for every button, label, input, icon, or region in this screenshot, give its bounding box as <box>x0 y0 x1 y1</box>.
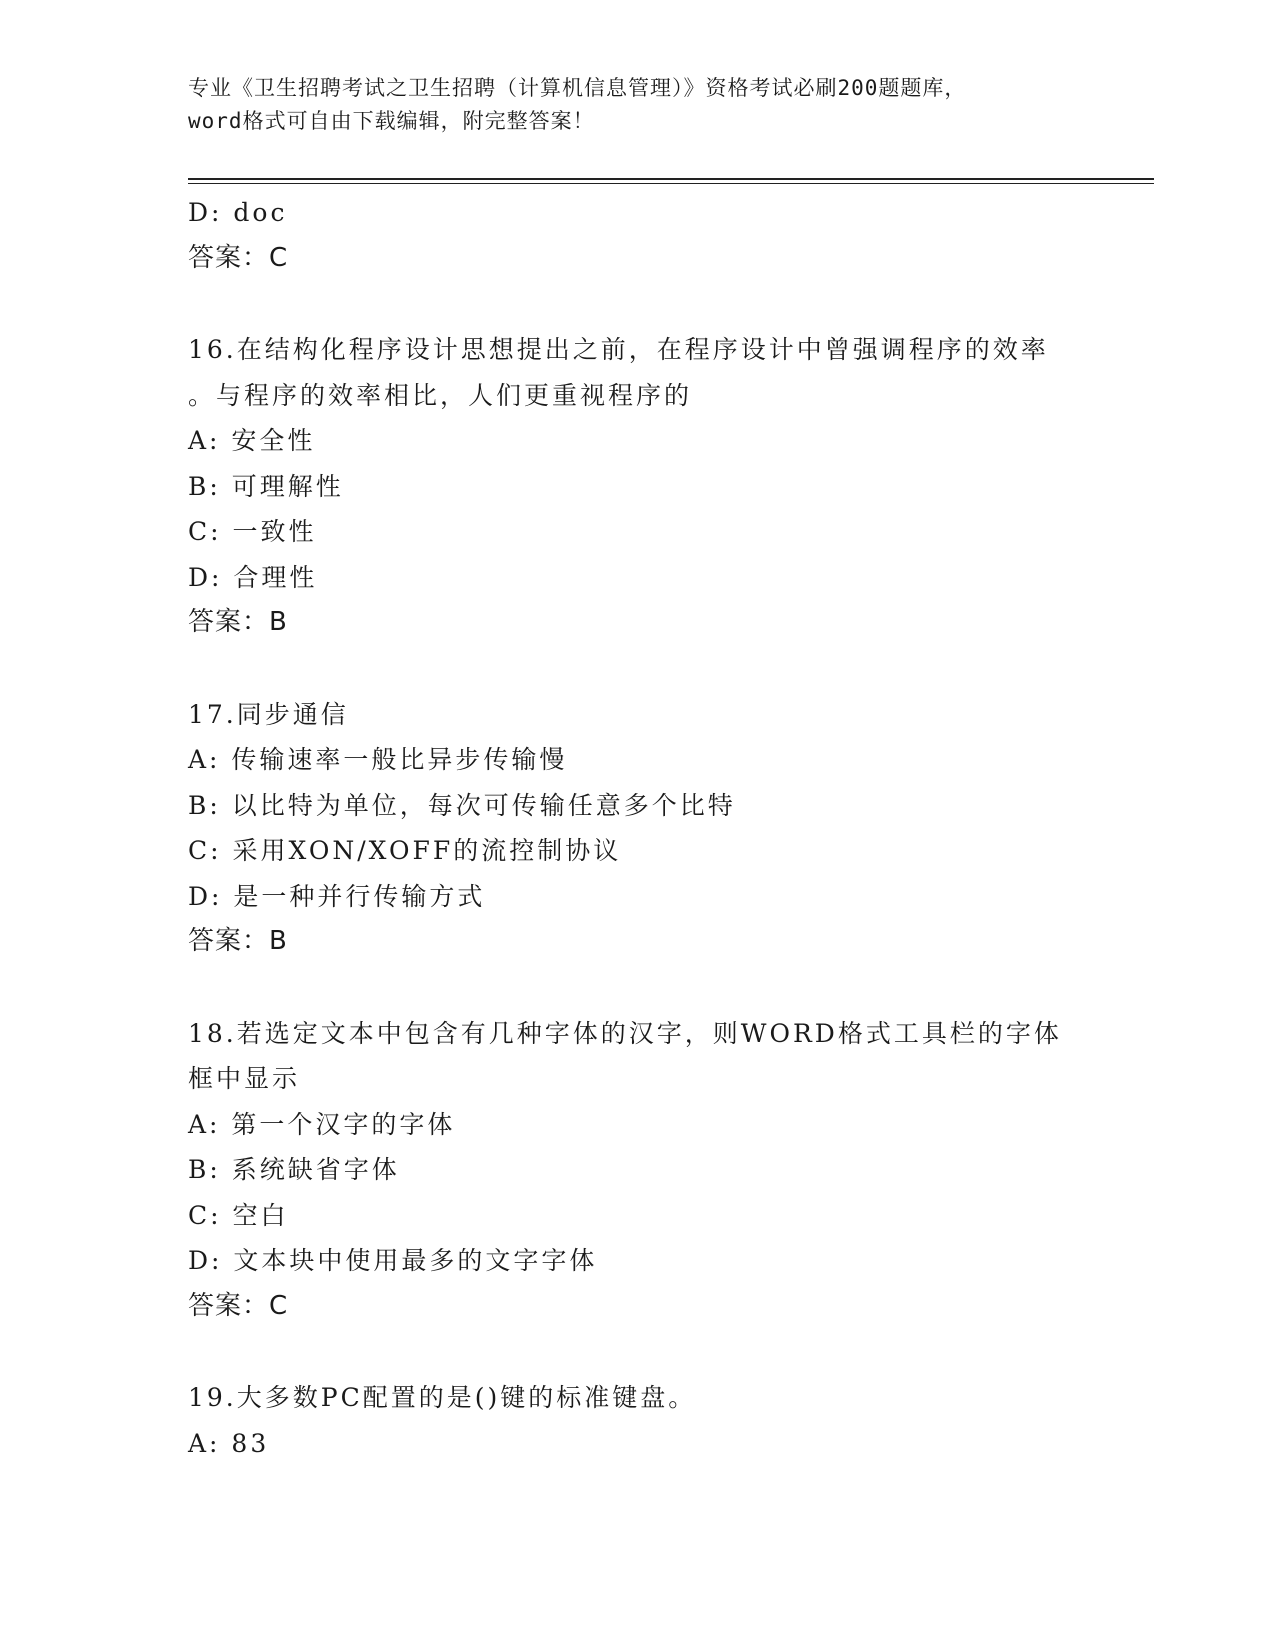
spacer <box>188 281 1128 327</box>
question-block <box>188 1011 1128 1330</box>
question-stem: 。与程序的效率相比，人们更重视程序的 <box>188 380 693 410</box>
option-c: C: 采用XON/XOFF的流控制协议 <box>188 836 622 865</box>
question-stem: 框中显示 <box>188 1064 301 1093</box>
header-line-2: word格式可自由下载编辑，附完整答案！ <box>188 109 595 133</box>
option-b: B: 以比特为单位，每次可传输任意多个比特 <box>188 790 736 820</box>
question-block <box>188 327 1128 646</box>
option-a: A: 第一个汉字的字体 <box>188 1109 456 1139</box>
option-c: C: 空白 <box>188 1200 289 1230</box>
question-block <box>188 1375 1128 1466</box>
answer-line: 答案：C <box>188 242 289 273</box>
option-a: A: 传输速率一般比异步传输慢 <box>188 745 568 774</box>
document-body <box>188 190 1128 1466</box>
option-d: D: 文本块中使用最多的文字字体 <box>188 1246 598 1275</box>
question-block <box>188 692 1128 965</box>
answer-line: 答案：B <box>188 926 288 956</box>
option-a: A: 安全性 <box>188 426 316 455</box>
option-a: A: 83 <box>188 1428 270 1458</box>
question-stem: 19.大多数PC配置的是()键的标准键盘。 <box>188 1383 697 1412</box>
spacer <box>188 965 1128 1011</box>
header-divider <box>188 178 1154 184</box>
spacer <box>188 1329 1128 1375</box>
page-header <box>188 72 1088 138</box>
option-c: C: 一致性 <box>188 517 317 546</box>
spacer <box>188 646 1128 692</box>
question-stem: 16.在结构化程序设计思想提出之前，在程序设计中曾强调程序的效率 <box>188 335 1049 364</box>
question-stem: 18.若选定文本中包含有几种字体的汉字，则WORD格式工具栏的字体 <box>188 1018 1062 1048</box>
option-d: D: 合理性 <box>188 562 318 592</box>
option-b: B: 系统缺省字体 <box>188 1155 400 1184</box>
answer-line: 答案：B <box>188 607 288 637</box>
option-d: D: 是一种并行传输方式 <box>188 881 486 911</box>
option-b: B: 可理解性 <box>188 471 344 501</box>
option-d: D: doc <box>188 198 288 227</box>
question-stem: 17.同步通信 <box>188 699 349 729</box>
answer-line: 答案：C <box>188 1290 289 1321</box>
header-line-1: 专业《卫生招聘考试之卫生招聘（计算机信息管理）》资格考试必刷200题题库， <box>188 76 967 100</box>
